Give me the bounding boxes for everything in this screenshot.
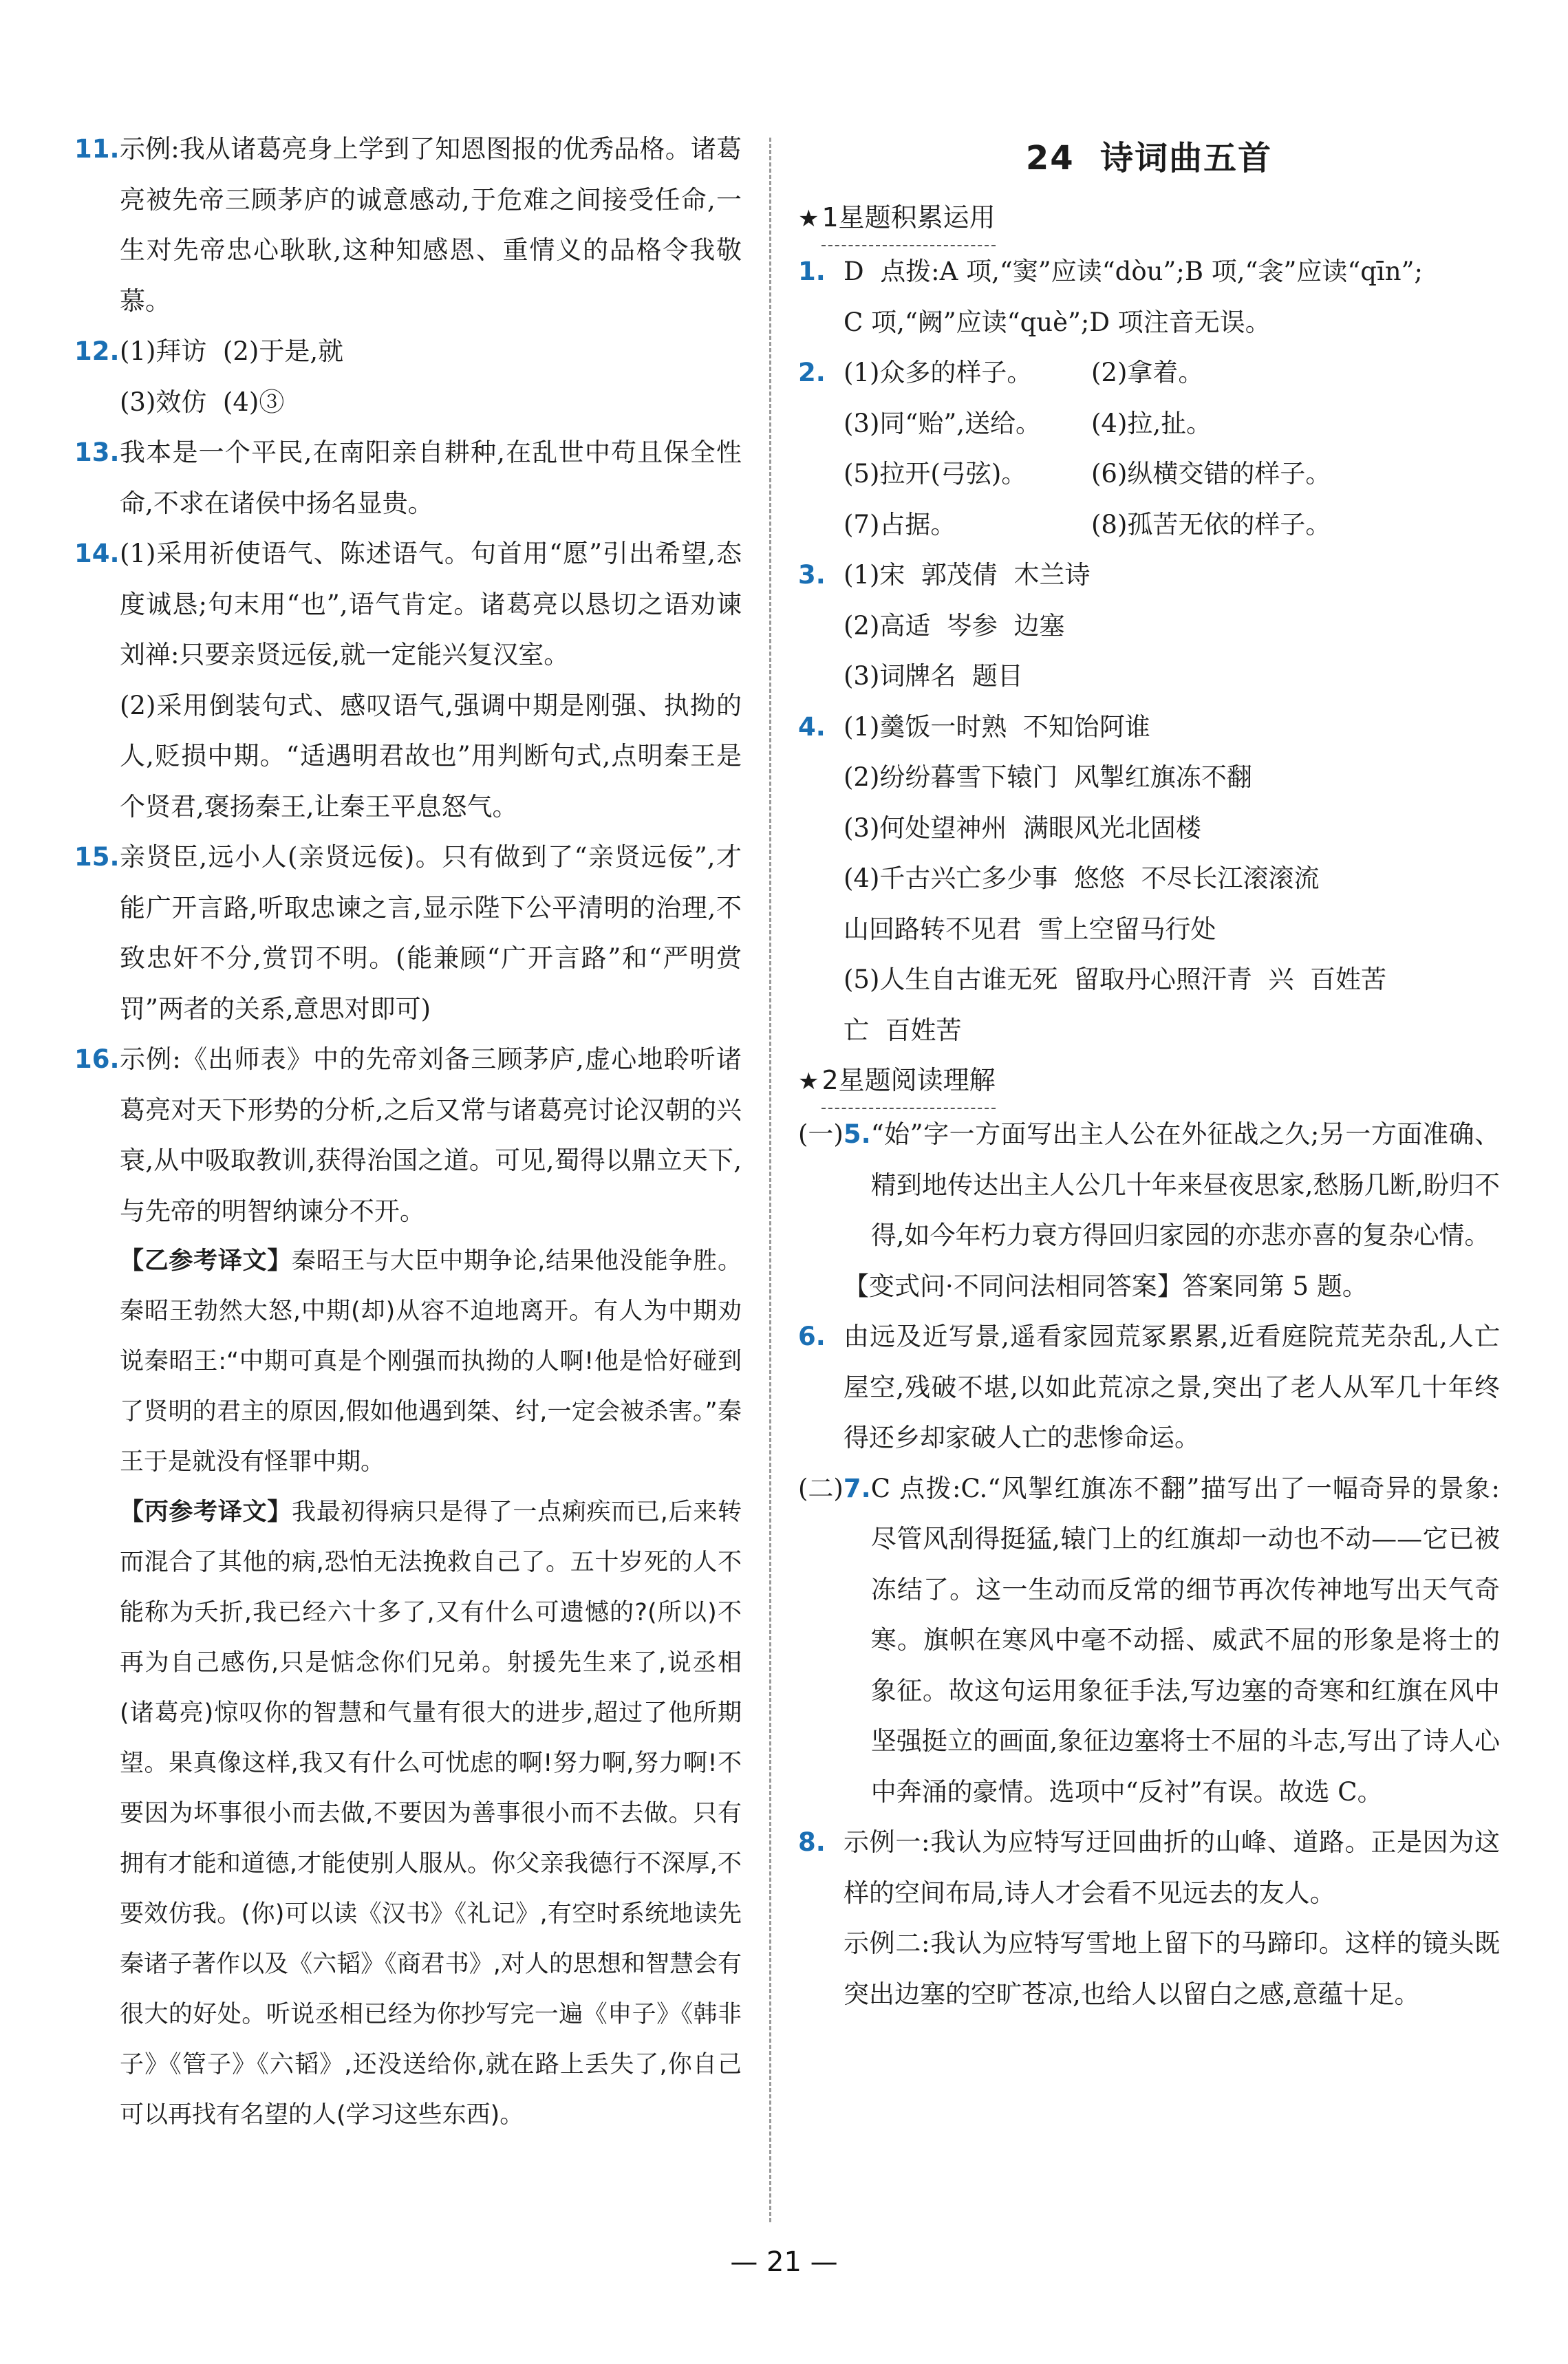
question-number: 12. (74, 336, 120, 366)
answer-line: (3)效仿 (4)③ (120, 387, 285, 417)
group-marker: (二) (798, 1473, 844, 1503)
answer-text: (2)采用倒装句式、感叹语气,强调中期是刚强、执拗的人,贬损中期。“适遇明君故也”用判断句式,点明秦王是个贤君,褒扬秦王,让秦王平息怒气。 (120, 690, 742, 821)
answer-text: 由远及近写景,遥看家园荒冢累累,近看庭院荒芜杂乱,人亡屋空,残破不堪,以如此荒凉之景,突出了老人从军几十年终得还乡却家破人亡的悲惨命运。 (844, 1322, 1500, 1452)
question-12 (74, 326, 742, 427)
answer-item: (2)拿着。 (1091, 358, 1204, 387)
section-header-2star (798, 1055, 1500, 1109)
question-number: 11. (74, 134, 120, 164)
question-number: 4. (798, 711, 826, 742)
answer-line: C 项,“阙”应读“què”;D 项注音无误。 (844, 307, 1271, 337)
star-icon: ★ (798, 205, 819, 233)
translation-text: 秦昭王与大臣中期争论,结果他没能争胜。秦昭王勃然大怒,中期(却)从容不迫地离开。有人为中期劝说秦昭王:“中期可真是个刚强而执拗的人啊!他是恰好碰到了贤明的君主的原因,假如他遇到桀、纣,一定会被杀害。”秦王于是就没有怪罪中期。 (120, 1247, 742, 1476)
answer-text: (1)采用祈使语气、陈述语气。句首用“愿”引出希望,态度诚恳;句末用“也”,语气肯定。诸葛亮以恳切之语劝谏刘禅:只要亲贤远佞,就一定能兴复汉室。 (120, 539, 742, 669)
question-number: 5. (843, 1119, 871, 1149)
translation-yi (74, 1236, 742, 1487)
question-3 (798, 550, 1500, 702)
translation-text: 我最初得病只是得了一点痢疾而已,后来转而混合了其他的病,恐怕无法挽救自己了。五十岁死的人不能称为夭折,我已经六十多了,又有什么可遗憾的?(所以)不再为自己感伤,只是惦念你们兄弟。射援先生来了,说丞相(诸葛亮)惊叹你的智慧和气量有很大的进步,超过了他所期望。果真像这样,我又有什么可忧虑的啊!努力啊,努力啊!不要因为坏事很小而去做,不要因为善事很小而不去做。只有拥有才能和道德,才能使别人服从。你父亲我德行不深厚,不要效仿我。(你)可以读《汉书》《礼记》,有空时系统地读先秦诸子著作以及《六韬》《商君书》,对人的思想和智慧会有很大的好处。听说丞相已经为你抄写完一遍《申子》《韩非子》《管子》《六韬》,还没送给你,就在路上丢失了,你自己可以再找有名望的人(学习这些东西)。 (120, 1498, 742, 2129)
answer-line: (3)何处望神州 满眼风光北固楼 (844, 813, 1201, 843)
question-15 (74, 832, 742, 1034)
answer-item: (1)众多的样子。 (844, 358, 1033, 387)
section-header-1star (798, 193, 1500, 246)
answer-line: (1)羹饭一时熟 不知饴阿谁 (844, 711, 1150, 742)
question-14 (74, 528, 742, 832)
answer-text: 示例一:我认为应特写迂回曲折的山峰、道路。正是因为这样的空间布局,诗人才会看不见远去的友人。 (844, 1827, 1500, 1908)
question-number: 15. (74, 842, 120, 872)
answer-line: (2)高适 岑参 边塞 (844, 610, 1065, 641)
answer-item: (5)拉开(弓弦)。 (844, 459, 1027, 488)
question-6 (798, 1311, 1500, 1463)
answer-text: 亲贤臣,远小人(亲贤远佞)。只有做到了“亲贤远佞”,才能广开言路,听取忠谏之言,显示陛下公平清明的治理,不致忠奸不分,赏罚不明。(能兼顾“广开言路”和“严明赏罚”两者的关系,意思对即可) (120, 842, 742, 1024)
variant-note: 【变式问·不同问法相同答案】答案同第 5 题。 (844, 1271, 1368, 1301)
question-16 (74, 1034, 742, 1236)
group-2 (798, 1463, 1500, 1818)
question-number: 2. (798, 358, 826, 387)
answer-line: (5)人生自古谁无死 留取丹心照汗青 兴 百姓苦 (844, 965, 1386, 994)
question-11 (74, 124, 742, 326)
answer-line: 亡 百姓苦 (844, 1015, 962, 1045)
question-1 (798, 246, 1500, 347)
answer-line: D 点拨:A 项,“窦”应读“dòu”;B 项,“衾”应读“qīn”; (844, 257, 1424, 286)
group-1 (798, 1109, 1500, 1311)
answer-text: 示例:我从诸葛亮身上学到了知恩图报的优秀品格。诸葛亮被先帝三顾茅庐的诚意感动,于危难之间接受任命,一生对先帝忠心耿耿,这种知感恩、重情义的品格令我敬慕。 (120, 134, 742, 316)
question-13 (74, 427, 742, 528)
answer-item: (6)纵横交错的样子。 (1091, 459, 1331, 488)
answer-text: 我本是一个平民,在南阳亲自耕种,在乱世中苟且保全性命,不求在诸侯中扬名显贵。 (120, 438, 742, 518)
answer-item: (4)拉,扯。 (1091, 408, 1212, 438)
question-number: 3. (798, 560, 826, 590)
left-column (74, 124, 742, 2140)
answer-line: (2)纷纷暮雪下辕门 风掣红旗冻不翻 (844, 762, 1252, 792)
answer-line: 山回路转不见君 雪上空留马行处 (844, 914, 1216, 944)
question-number: 16. (74, 1044, 120, 1074)
page-number: — 21 — (730, 2246, 838, 2278)
question-number: 1. (798, 257, 826, 286)
lesson-title: 24 诗词曲五首 (1025, 139, 1273, 178)
answer-text: 示例:《出师表》中的先帝刘备三顾茅庐,虚心地聆听诸葛亮对天下形势的分析,之后又常与诸葛亮讨论汉朝的兴衰,从中吸取教训,获得治国之道。可见,蜀得以鼎立天下,与先帝的明智纳谏分不开。 (120, 1044, 742, 1226)
question-number: 8. (798, 1827, 826, 1857)
answer-text: “始”字一方面写出主人公在外征战之久;另一方面准确、精到地传达出主人公几十年来昼夜思家,愁肠几断,盼归不得,如今年朽力衰方得回归家园的亦悲亦喜的复杂心情。 (870, 1119, 1500, 1250)
answer-line: (4)千古兴亡多少事 悠悠 不尽长江滚滚流 (844, 863, 1320, 893)
star-icon: ★ (798, 1068, 819, 1096)
answer-item: (8)孤苦无依的样子。 (1091, 509, 1331, 539)
answer-line: (3)词牌名 题目 (844, 661, 1023, 691)
question-number: 13. (74, 438, 120, 467)
answer-line: (1)宋 郭茂倩 木兰诗 (844, 560, 1091, 590)
answer-item: (3)同“贻”,送给。 (844, 408, 1042, 438)
question-number: 14. (74, 539, 120, 568)
column-divider (769, 138, 771, 2222)
section-label: 2星题阅读理解 (821, 1055, 995, 1109)
question-number: 6. (798, 1322, 826, 1351)
question-2 (798, 347, 1500, 550)
right-column (798, 124, 1500, 2019)
question-4 (798, 702, 1500, 1056)
answer-line: (1)拜访 (2)于是,就 (120, 336, 344, 366)
section-label: 1星题积累运用 (821, 193, 995, 246)
question-8 (798, 1817, 1500, 2019)
group-marker: (一) (798, 1119, 844, 1149)
answer-item: (7)占据。 (844, 509, 956, 539)
question-number: 7. (843, 1473, 871, 1503)
answer-text: 示例二:我认为应特写雪地上留下的马蹄印。这样的镜头既突出边塞的空旷苍凉,也给人以留白之感,意蕴十足。 (844, 1928, 1500, 2009)
translation-label: 【乙参考译文】 (120, 1247, 292, 1275)
translation-label: 【丙参考译文】 (120, 1498, 292, 1526)
translation-bing (74, 1487, 742, 2140)
answer-text: C 点拨:C.“风掣红旗冻不翻”描写出了一幅奇异的景象:尽管风刮得挺猛,辕门上的红旗却一动也不动——它已被冻结了。这一生动而反常的细节再次传神地写出天气奇寒。旗帜在寒风中毫不动摇、威武不屈的形象是将士的象征。故这句运用象征手法,写边塞的奇寒和红旗在风中坚强挺立的画面,象征边塞将士不屈的斗志,写出了诗人心中奔涌的豪情。选项中“反衬”有误。故选 C。 (870, 1473, 1500, 1807)
